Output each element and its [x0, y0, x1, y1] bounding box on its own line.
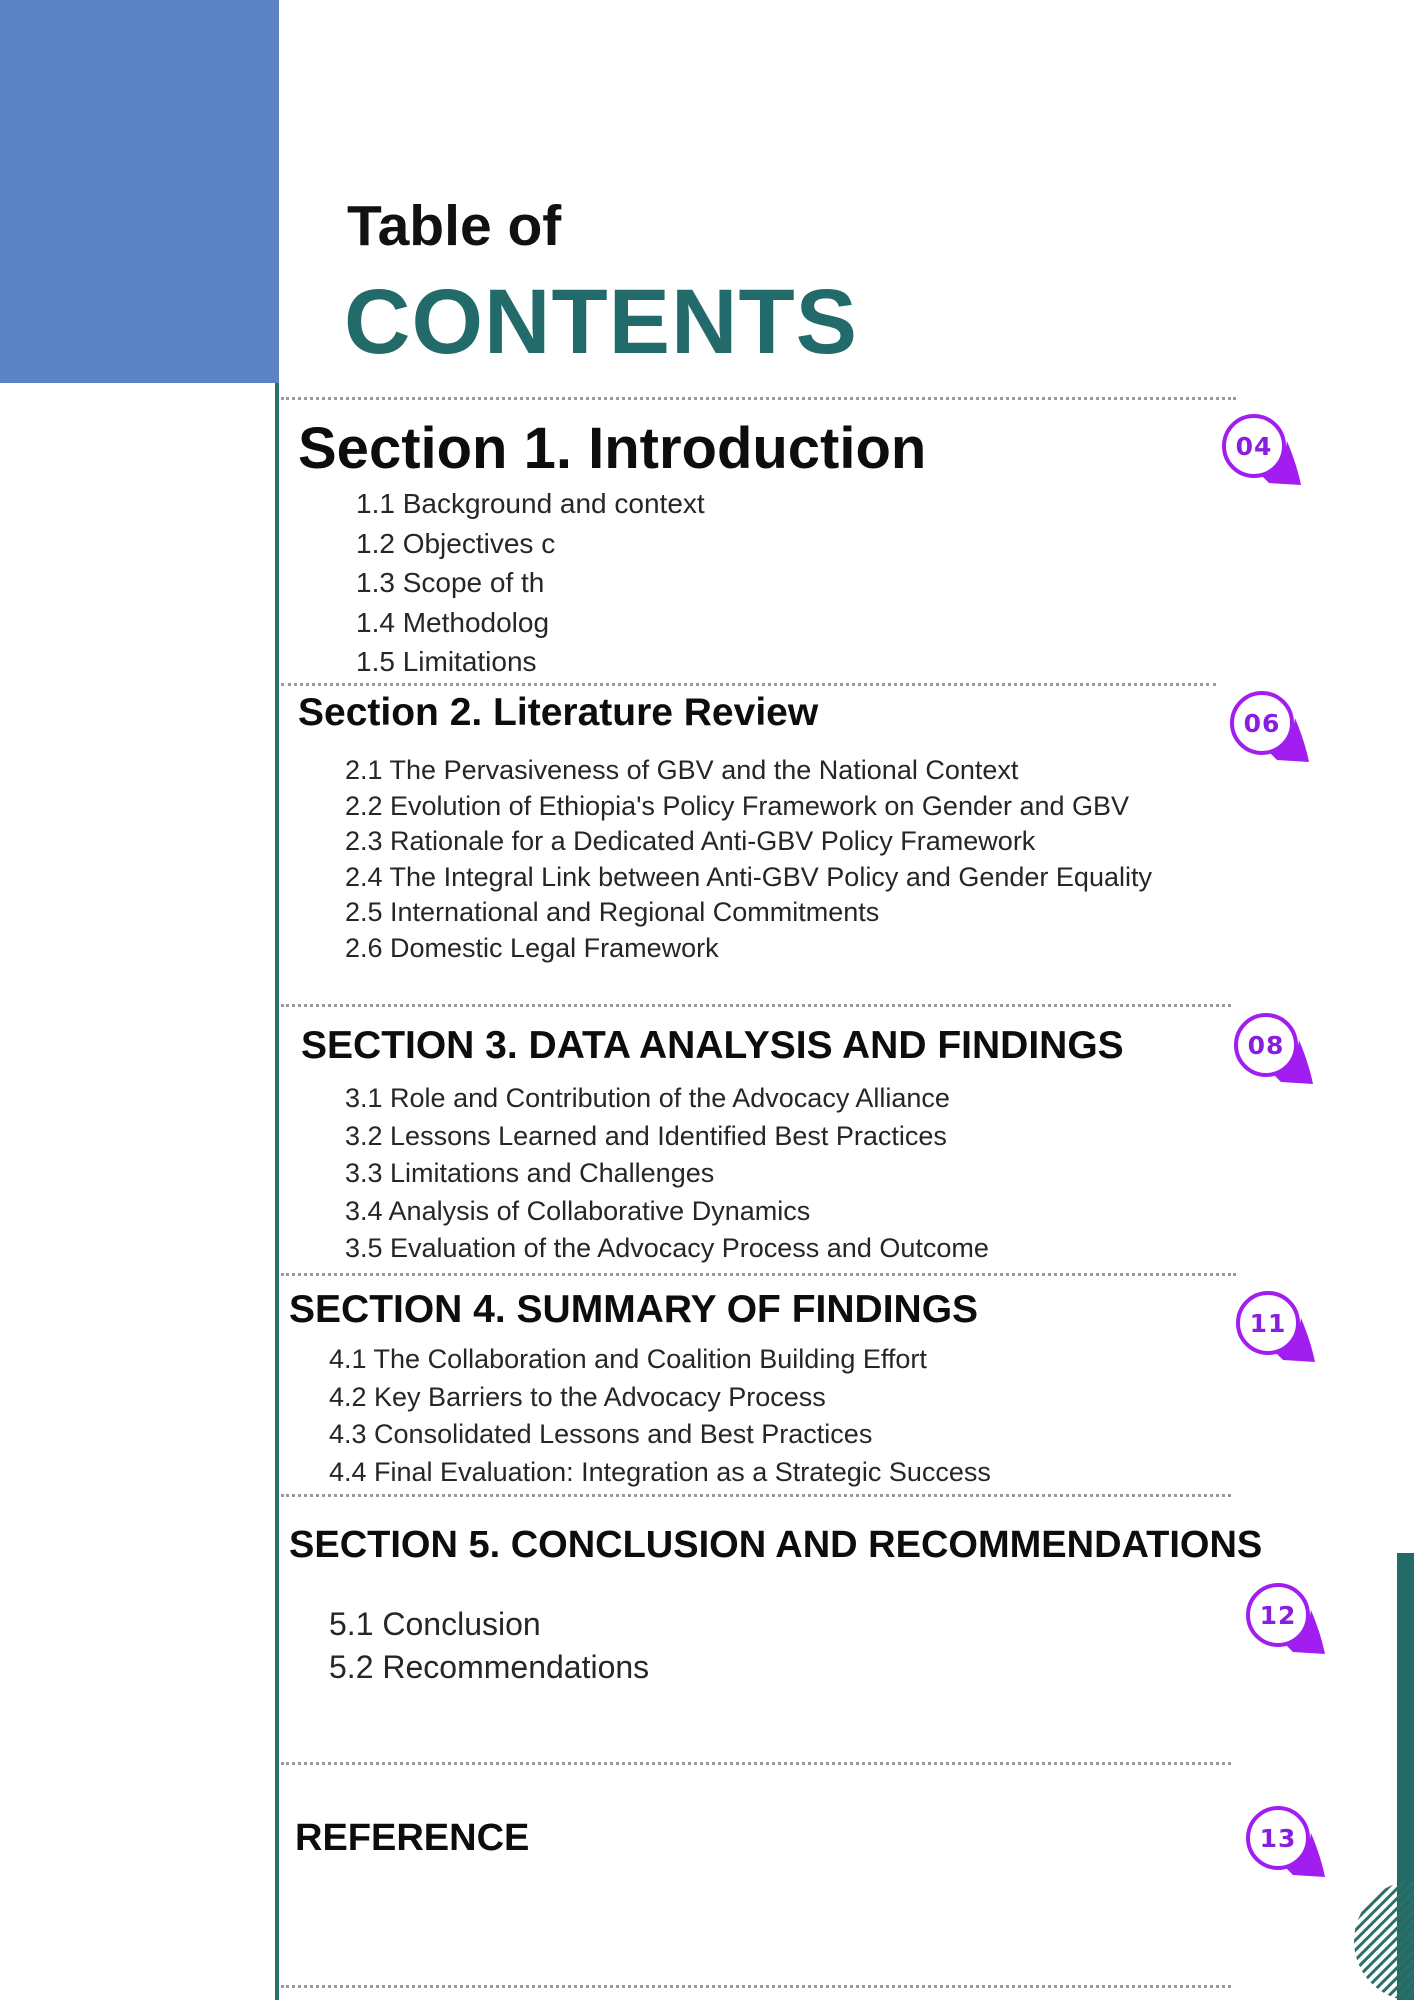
- toc-item[interactable]: 3.3 Limitations and Challenges: [345, 1158, 715, 1188]
- toc-item[interactable]: 2.5 International and Regional Commitments: [345, 897, 880, 927]
- page-number-badge: [1221, 413, 1301, 485]
- toc-item[interactable]: 1.3 Scope of th: [356, 567, 545, 598]
- heading-line-1: Table of: [347, 194, 562, 258]
- toc-item[interactable]: 2.6 Domestic Legal Framework: [345, 932, 719, 963]
- page-number-badge: [1233, 1012, 1313, 1084]
- toc-item[interactable]: 2.3 Rationale for a Dedicated Anti-GBV Policy Framework: [345, 826, 1036, 856]
- toc-item[interactable]: 3.1 Role and Contribution of the Advocacy Alliance: [345, 1083, 950, 1113]
- reference-page-number: 13: [1259, 1823, 1297, 1853]
- toc-item[interactable]: 4.1 The Collaboration and Coalition Building Effort: [329, 1344, 927, 1374]
- page-number-badge: [1229, 690, 1309, 762]
- toc-item[interactable]: 2.1 The Pervasiveness of GBV and the National Context: [345, 755, 1019, 785]
- toc-item[interactable]: 2.4 The Integral Link between Anti-GBV Policy and Gender Equality: [345, 861, 1152, 892]
- reference-title[interactable]: REFERENCE: [295, 1817, 530, 1859]
- section-4-title[interactable]: SECTION 4. SUMMARY OF FINDINGS: [289, 1288, 979, 1331]
- obscured-area: [557, 524, 817, 678]
- heading-contents: CONTENTS: [344, 271, 858, 373]
- section-5-items: [329, 1603, 649, 1689]
- left-vertical-rule: [275, 383, 279, 2000]
- separator: [281, 683, 1216, 686]
- section-2-items: [345, 753, 1152, 966]
- section-3-title[interactable]: SECTION 3. DATA ANALYSIS AND FINDINGS: [301, 1024, 1124, 1067]
- toc-item[interactable]: 1.5 Limitations: [356, 646, 537, 677]
- toc-item[interactable]: 3.5 Evaluation of the Advocacy Process and Outcome: [345, 1233, 989, 1263]
- toc-item[interactable]: 2.2 Evolution of Ethiopia's Policy Framework on Gender and GBV: [345, 790, 1130, 821]
- section-2-title[interactable]: Section 2. Literature Review: [298, 691, 819, 734]
- separator: [281, 1762, 1231, 1765]
- separator: [281, 1985, 1231, 1988]
- toc-item[interactable]: 1.2 Objectives c: [356, 527, 556, 559]
- page-number-badge: [1245, 1582, 1325, 1654]
- separator: [281, 397, 1236, 400]
- separator: [281, 1494, 1231, 1497]
- separator: [281, 1004, 1231, 1007]
- toc-item[interactable]: 4.4 Final Evaluation: Integration as a Strategic Success: [329, 1456, 991, 1487]
- striped-circle-decoration: [1352, 1882, 1414, 2000]
- section-4-items: [329, 1341, 991, 1491]
- toc-item[interactable]: 4.3 Consolidated Lessons and Best Practices: [329, 1419, 873, 1449]
- toc-item[interactable]: 1.1 Background and context: [356, 488, 705, 519]
- toc-item[interactable]: 3.2 Lessons Learned and Identified Best Practices: [345, 1120, 947, 1151]
- toc-item[interactable]: 3.4 Analysis of Collaborative Dynamics: [345, 1195, 811, 1226]
- section-1-page-number: 04: [1235, 431, 1273, 461]
- section-3-items: [345, 1080, 989, 1268]
- section-2-page-number: 06: [1243, 708, 1281, 738]
- corner-color-block: [0, 0, 279, 383]
- section-5-title[interactable]: SECTION 5. CONCLUSION AND RECOMMENDATIONS: [289, 1524, 1263, 1566]
- toc-item[interactable]: 1.4 Methodolog: [356, 606, 550, 638]
- section-1-title[interactable]: Section 1. Introduction: [298, 416, 927, 481]
- separator: [281, 1273, 1236, 1276]
- section-4-page-number: 11: [1249, 1308, 1287, 1338]
- page-number-badge: [1235, 1290, 1315, 1362]
- section-3-page-number: 08: [1247, 1030, 1285, 1060]
- page-number-badge: [1245, 1805, 1325, 1877]
- toc-item[interactable]: 5.2 Recommendations: [329, 1649, 650, 1685]
- toc-item[interactable]: 5.1 Conclusion: [329, 1606, 541, 1642]
- section-5-page-number: 12: [1259, 1600, 1297, 1630]
- toc-item[interactable]: 4.2 Key Barriers to the Advocacy Process: [329, 1381, 826, 1412]
